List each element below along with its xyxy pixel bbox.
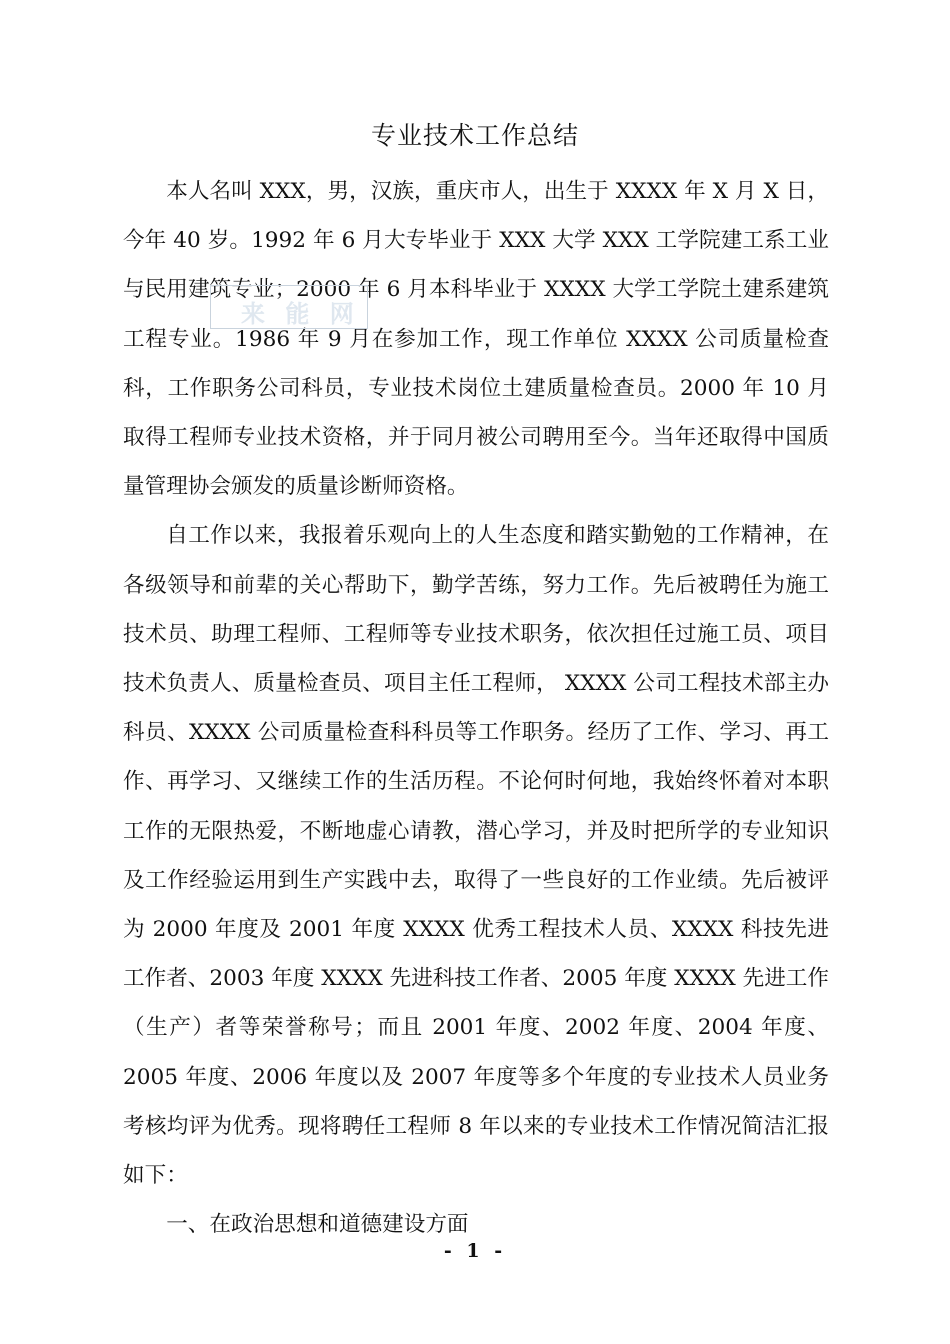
document-body [123,167,829,1249]
page-number: - 1 - [443,1240,507,1262]
section-heading: 一、在政治思想和道德建设方面 [166,1212,469,1238]
watermark-logo: 来 能 网 [210,285,368,329]
paragraph-personal-info: 本人名叫 XXX，男，汉族，重庆市人，出生于 XXXX 年 X 月 X 日，今年 40 岁。1992 年 6 月大专毕业于 XXX 大学 XXX 工学院建工系工业与民用建筑专业；2000 年 6 月本科毕业于 XXXX 大学工学院土建系建筑工程专业。1986 年 9 月在参加工作，现工作单位 XXXX 公司质量检查科，工作职务公司科员，专业技术岗位土建质量检查员。2000 年 10 月取得工程师专业技术资格，并于同月被公司聘用至今。当年还取得中国质量管理协会颁发的质量诊断师资格。 [123,179,829,500]
document-title: 专业技术工作总结 [370,121,579,150]
paragraph-work-history: 自工作以来，我报着乐观向上的人生态度和踏实勤勉的工作精神，在各级领导和前辈的关心帮助下，勤学苦练，努力工作。先后被聘任为施工技术员、助理工程师、工程师等专业技术职务，依次担任过施工员、项目技术负责人、质量检查员、项目主任工程师， XXXX 公司工程技术部主办科员、XXXX 公司质量检查科科员等工作职务。经历了工作、学习、再工作、再学习、又继续工作的生活历程。不论何时何地，我始终怀着对本职工作的无限热爱，不断地虚心请教，潜心学习，并及时把所学的专业知识及工作经验运用到生产实践中去，取得了一些良好的工作业绩。先后被评为 2000 年度及 2001 年度 XXXX 优秀工程技术人员、XXXX 科技先进工作者、2003 年度 XXXX 先进科技工作者、2005 年度 XXXX 先进工作（生产）者等荣誉称号；而且 2001 年度、2002 年度、2004 年度、2005 年度、2006 年度以及 2007 年度等多个年度的专业技术人员业务考核均评为优秀。现将聘任工程师 8 年以来的专业技术工作情况简洁汇报如下： [123,523,829,1189]
